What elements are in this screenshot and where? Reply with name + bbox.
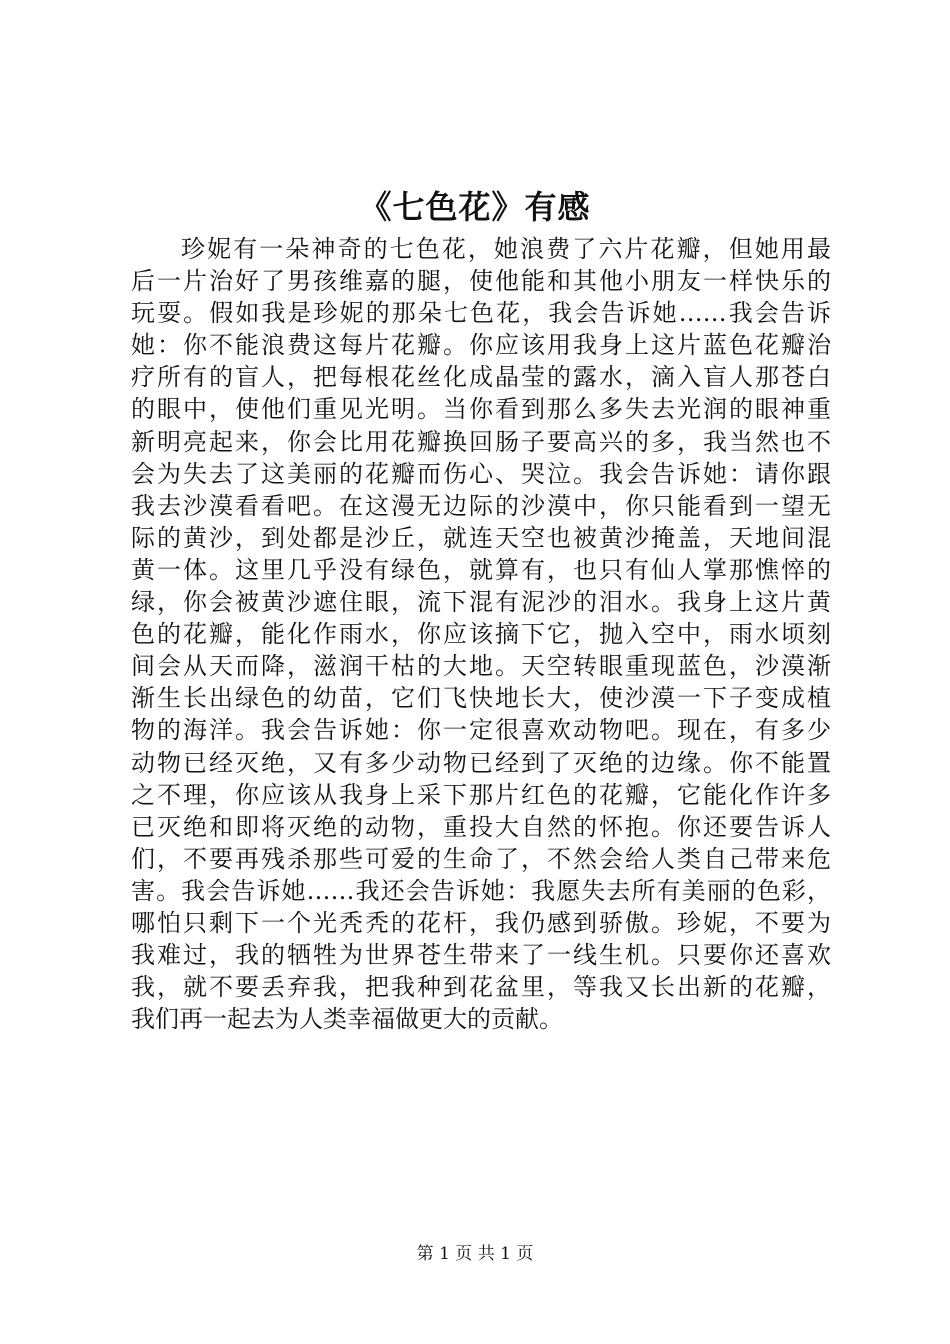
body-line: 色的花瓣，能化作雨水，你应该摘下它，抛入空中，雨水顷刻 [131, 620, 831, 649]
body-line: 物的海洋。我会告诉她：你一定很喜欢动物吧。现在，有多少 [131, 716, 831, 745]
body-line: 玩耍。假如我是珍妮的那朵七色花，我会告诉她……我会告诉 [131, 299, 831, 328]
body-line: 会为失去了这美丽的花瓣而伤心、哭泣。我会告诉她：请你跟 [131, 459, 831, 488]
body-line: 疗所有的盲人，把每根花丝化成晶莹的露水，滴入盲人那苍白 [131, 363, 831, 392]
body-line: 渐生长出绿色的幼苗，它们飞快地长大，使沙漠一下子变成植 [131, 684, 831, 713]
page-footer [0, 1242, 950, 1266]
body-line: 害。我会告诉她……我还会告诉她：我愿失去所有美丽的色彩， [131, 876, 831, 905]
body-line: 际的黄沙，到处都是沙丘，就连天空也被黄沙掩盖，天地间混 [131, 523, 831, 552]
body-line: 我去沙漠看看吧。在这漫无边际的沙漠中，你只能看到一望无 [131, 491, 831, 520]
body-line: 她：你不能浪费这每片花瓣。你应该用我身上这片蓝色花瓣治 [131, 331, 831, 360]
body-line: 动物已经灭绝，又有多少动物已经到了灭绝的边缘。你不能置 [131, 748, 831, 777]
body-line: 我，就不要丢弃我，把我种到花盆里，等我又长出新的花瓣， [131, 973, 831, 1002]
body-line: 之不理，你应该从我身上采下那片红色的花瓣，它能化作许多 [131, 780, 831, 809]
document-title: 《七色花》有感 [359, 188, 591, 226]
body-line: 新明亮起来，你会比用花瓣换回肠子要高兴的多，我当然也不 [131, 427, 831, 456]
body-line: 我们再一起去为人类幸福做更大的贡献。 [131, 1005, 563, 1034]
body-line: 绿，你会被黄沙遮住眼，流下混有泥沙的泪水。我身上这片黄 [131, 588, 831, 617]
body-line: 的眼中，使他们重见光明。当你看到那么多失去光润的眼神重 [131, 395, 831, 424]
body-line: 已灭绝和即将灭绝的动物，重投大自然的怀抱。你还要告诉人 [131, 812, 831, 841]
body-line: 间会从天而降，滋润干枯的大地。天空转眼重现蓝色，沙漠渐 [131, 652, 831, 681]
body-line: 我难过，我的牺牲为世界苍生带来了一线生机。只要你还喜欢 [131, 941, 831, 970]
body-line: 哪怕只剩下一个光秃秃的花杆，我仍感到骄傲。珍妮，不要为 [131, 908, 831, 937]
page-number: 第 1 页 共 1 页 [416, 1244, 534, 1264]
body-line: 黄一体。这里几乎没有绿色，就算有，也只有仙人掌那憔悴的 [131, 555, 831, 584]
document-body [131, 233, 831, 1035]
body-line: 们，不要再残杀那些可爱的生命了，不然会给人类自己带来危 [131, 844, 831, 873]
body-line: 珍妮有一朵神奇的七色花，她浪费了六片花瓣，但她用最 [181, 235, 831, 263]
body-line: 后一片治好了男孩维嘉的腿，使他能和其他小朋友一样快乐的 [131, 267, 831, 296]
